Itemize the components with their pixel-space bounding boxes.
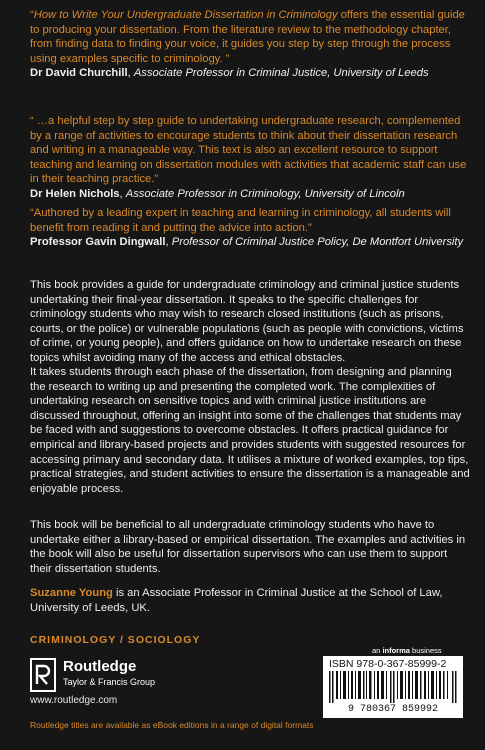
endorser-role: Associate Professor in Criminology, University of Lincoln — [125, 187, 405, 200]
author-name: Suzanne Young — [30, 587, 113, 599]
endorser-name: Dr David Churchill — [30, 67, 128, 80]
quote-text: “ …a helpful step by step guide to undertaking undergraduate research, complemented by a range of activities to encourage students to think about their dissertation research and writing in a manageable way. This text is also an excellent resource to support teaching and learning on dissertation modules with activities that academic staff can use in their teaching practice.” — [30, 115, 467, 186]
publisher-website: www.routledge.com — [30, 695, 118, 706]
quote-text: “Authored by a leading expert in teaching and learning in criminology, all students will benefit from reading it and putting the advice into action.” — [30, 207, 451, 234]
publisher-name: Routledge — [63, 658, 137, 675]
endorser-role: Associate Professor in Criminal Justice, University of Leeds — [133, 67, 429, 80]
informa-pre: an — [372, 646, 383, 655]
endorser-role: Professor of Criminal Justice Policy, De Montfort University — [171, 236, 464, 249]
book-title-italic: How to Write Your Undergraduate Dissertation in Criminology — [33, 9, 338, 21]
endorsement-quote-3 — [30, 206, 470, 250]
quote-attribution: Professor Gavin Dingwall, Professor of Criminal Justice Policy, De Montfort University — [30, 236, 464, 249]
ebook-availability-note: Routledge titles are available as eBook editions in a range of digital formats — [30, 720, 314, 730]
quote-attribution: Dr Helen Nichols, Associate Professor in Criminology, University of Lincoln — [30, 187, 405, 200]
informa-post: business — [409, 646, 442, 655]
quote-text: offers the essential guide to producing your dissertation. From the literature review to the methodology chapter, from finding data to finding your voice, it guides you step by step through the process using examples specific to criminology. ” — [30, 9, 465, 65]
routledge-logo-icon — [30, 658, 56, 692]
barcode-panel — [323, 656, 463, 718]
endorser-name: Professor Gavin Dingwall — [30, 236, 166, 249]
author-bio-text: is an Associate Professor in Criminal Justice at the School of Law, University of Leeds, UK. — [30, 587, 443, 614]
description-paragraph-3: This book will be beneficial to all undergraduate criminology students who have to undertake either a library-based or empirical dissertation. The examples and activities in the book will also be useful for dissertation supervisors who can use them to support their dissertation students. — [30, 519, 466, 575]
informa-business-line — [372, 646, 442, 655]
barcode-icon — [329, 671, 457, 703]
description-paragraph-1: This book provides a guide for undergraduate criminology and criminal justice students undertaking their final-year dissertation. It speaks to the specific challenges for criminology students who may wish to research closed institutions (such as prisons, courts, or the police) or vulnerable populations (such as people with convictions, victims of crime, or young people), and offers guidance on how to undertake research on these topics whilst avoiding many of the access and ethical obstacles. — [30, 279, 464, 364]
description-paragraph-2: It takes students through each phase of the dissertation, from designing and planning the research to writing up and presenting the completed work. The complexities of undertaking research on sensitive topics and with criminal justice institutions are discussed throughout, offering an insight into some of the challenges that students may be faced with and suggestions to overcome obstacles. It offers practical guidance for empirical and library-based projects and provides students with suggested resources for accessing primary and secondary data. It utilises a mixture of worked examples, top tips, practical strategies, and student activities to ensure the dissertation is a manageable and enjoyable process. — [30, 366, 470, 495]
quote-attribution: Dr David Churchill, Associate Professor in Criminal Justice, University of Leeds — [30, 67, 429, 80]
isbn-text: ISBN 978-0-367-85999-2 — [329, 658, 447, 670]
endorsement-quote-2 — [30, 114, 470, 202]
author-bio — [30, 586, 470, 615]
publisher-group: Taylor & Francis Group — [63, 677, 156, 687]
informa-brand: informa — [382, 646, 410, 655]
barcode-digits: 9 780367 859992 — [347, 704, 438, 715]
publisher-logo — [30, 656, 230, 696]
endorser-name: Dr Helen Nichols — [30, 187, 120, 200]
subject-category: CRIMINOLOGY / SOCIOLOGY — [30, 634, 201, 646]
endorsement-quote-1 — [30, 8, 470, 81]
quote-open-mark: “ — [30, 9, 34, 21]
